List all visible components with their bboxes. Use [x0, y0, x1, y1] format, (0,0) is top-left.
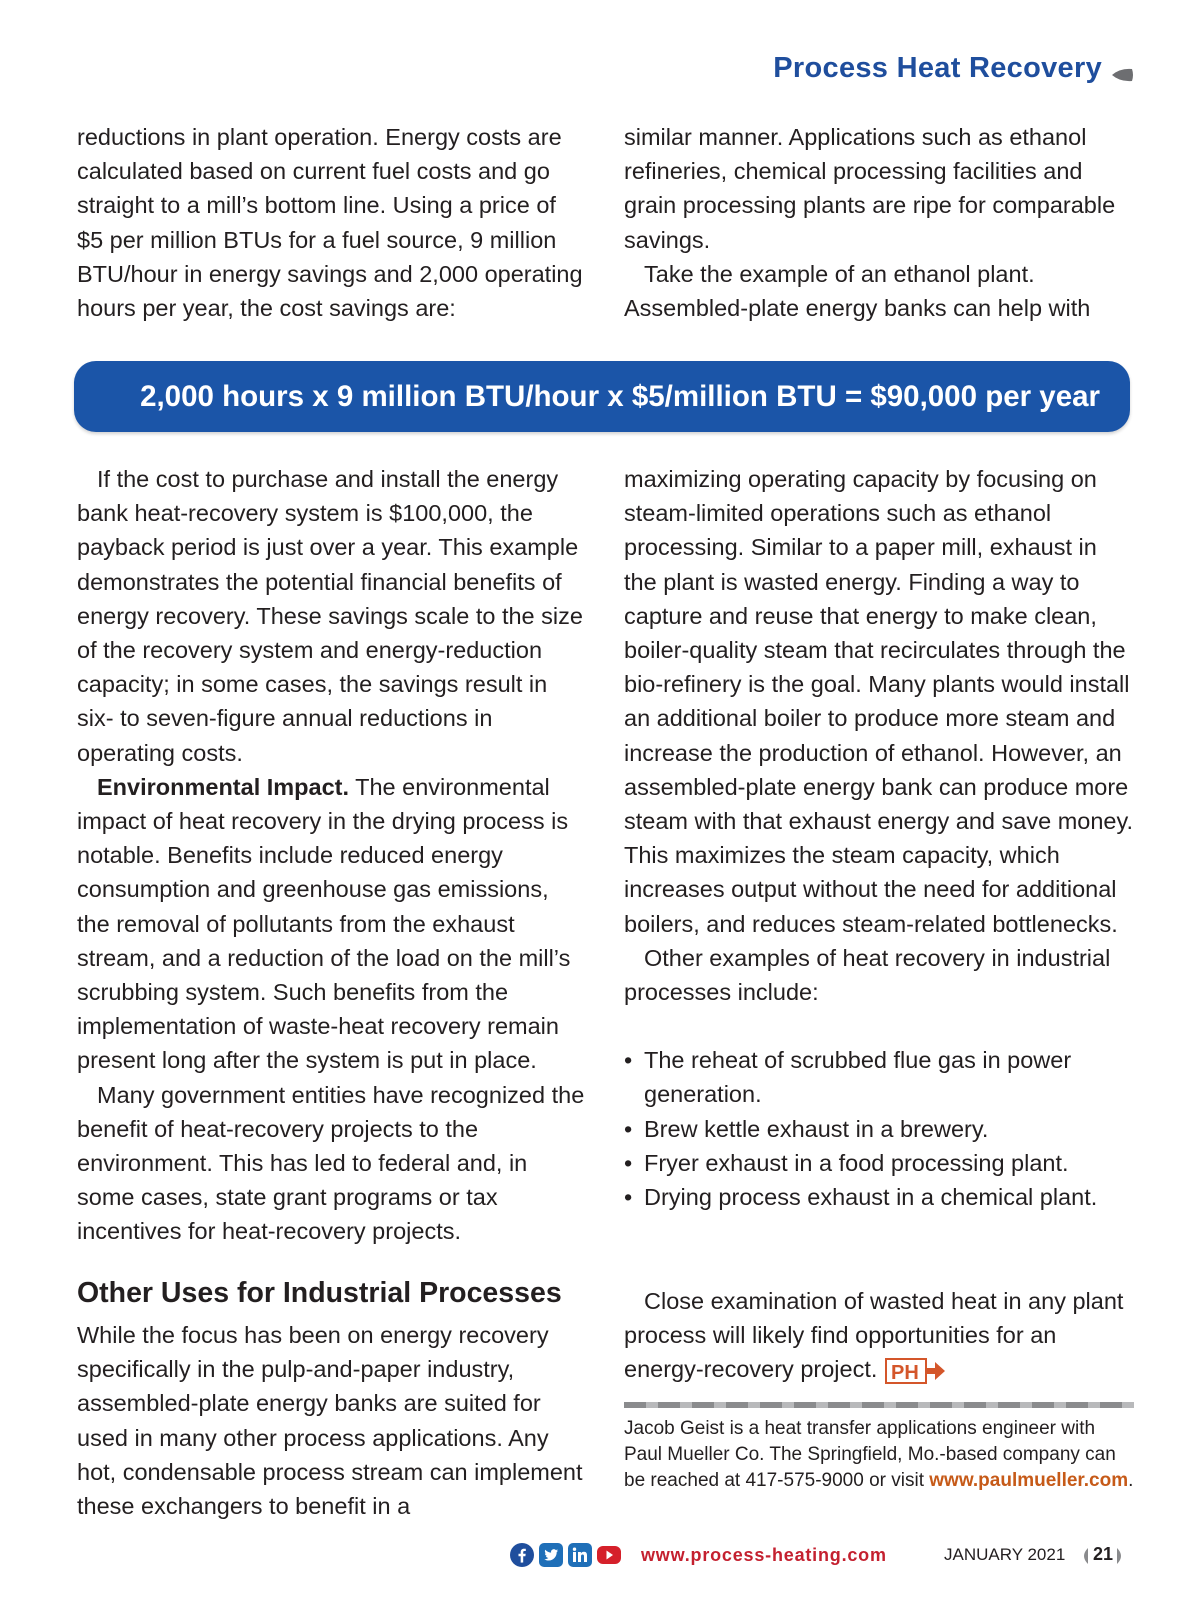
environmental-impact-lead: Environmental Impact.: [97, 773, 350, 800]
heat-recovery-examples-list: [624, 1043, 1134, 1214]
mid-right-column: [624, 462, 1134, 1214]
formula-banner: [74, 361, 1130, 432]
formula-text: 2,000 hours x 9 million BTU/hour x $5/million BTU = $90,000 per year: [140, 380, 1100, 413]
issue-date: JANUARY 2021: [944, 1545, 1066, 1564]
list-item: • Drying process exhaust in a chemical plant.: [624, 1180, 1134, 1214]
mid-left-paragraph-2: [77, 770, 587, 1078]
top-left-column: [77, 120, 587, 325]
top-right-paragraph-1: similar manner. Applications such as ethanol refineries, chemical processing facilities and grain processing plants are ripe for comparable savings.: [624, 124, 1116, 253]
environmental-impact-text: The environmental impact of heat recovery in the drying process is notable. Benefits include reduced energy consumption and greenhouse gas emissions, the removal of pollutants from the exhaust stream, and a reduction of the load on the mill’s scrubbing system. Such benefits from the implementation of waste-heat recovery remain present long after the system is put in place.: [77, 773, 571, 1074]
ph-logo-text: PH: [891, 1362, 920, 1385]
bottom-right-column: [624, 1284, 1134, 1387]
bottom-left-column: [77, 1318, 587, 1523]
bio-text: Jacob Geist is a heat transfer applications engineer with Paul Mueller Co. The Springfield, Mo.-based company can be reached at 417-575-9000 or visit: [624, 1418, 1116, 1491]
footer-website-link[interactable]: www.process-heating.com: [641, 1545, 887, 1565]
mid-left-paragraph-3: Many government entities have recognized the benefit of heat-recovery projects to the environment. This has led to federal and, in some cases, state grant programs or tax incentives for heat-recovery projects.: [77, 1081, 585, 1245]
conclusion-paragraph: [624, 1284, 1134, 1387]
list-item: • The reheat of scrubbed flue gas in power generation.: [624, 1043, 1134, 1111]
page-number: 21: [1093, 1544, 1114, 1564]
twitter-icon[interactable]: [539, 1543, 563, 1567]
mid-right-paragraph-2: Other examples of heat recovery in industrial processes include:: [624, 944, 1111, 1006]
company-link[interactable]: www.paulmueller.com: [929, 1470, 1129, 1491]
mid-left-paragraph-1: If the cost to purchase and install the energy bank heat-recovery system is $100,000, the payback period is just over a year. This example demonstrates the potential financial benefits of energy recovery. These savings scale to the size of the recovery system and energy-reduction capacity; in some cases, the savings result in six- to seven-figure annual reductions in operating costs.: [77, 466, 583, 766]
other-uses-heading: Other Uses for Industrial Processes: [77, 1277, 562, 1309]
section-title: Process Heat Recovery: [773, 52, 1102, 84]
conclusion-text: Close examination of wasted heat in any plant process will likely find opportunities for an energy-recovery project.: [624, 1288, 1124, 1383]
mid-right-paragraph-1: maximizing operating capacity by focusing on steam-limited operations such as ethanol processing. Similar to a paper mill, exhaust in the plant is wasted energy. Finding a way to capture and reuse that energy to make clean, boiler-quality steam that recirculates through the bio-refinery is the goal. Many plants would install an additional boiler to produce more steam and increase the production of ethanol. However, an assembled-plate energy bank can produce more steam with that exhaust energy and save money. This maximizes the steam capacity, which increases output without the need for additional boilers, and reduces steam-related bottlenecks.: [624, 466, 1134, 937]
header-arrow-icon: [1112, 68, 1134, 82]
page-footer: [508, 1543, 1138, 1573]
page-marker-left-icon: [1080, 1548, 1088, 1564]
list-item: • Brew kettle exhaust in a brewery.: [624, 1112, 1134, 1146]
top-left-paragraph: reductions in plant operation. Energy costs are calculated based on current fuel costs and go straight to a mill’s bottom line. Using a price of $5 per million BTUs for a fuel source, 9 million BTU/hour in energy savings and 2,000 operating hours per year, the cost savings are:: [77, 124, 583, 322]
mid-left-column: [77, 462, 587, 1249]
author-bio: [624, 1416, 1134, 1494]
linkedin-icon[interactable]: [568, 1543, 592, 1567]
top-right-column: [624, 120, 1134, 325]
dashed-divider: [624, 1402, 1134, 1408]
list-item: • Fryer exhaust in a food processing plant.: [624, 1146, 1134, 1180]
bio-end: .: [1128, 1470, 1134, 1491]
ph-logo-icon: [885, 1357, 947, 1385]
page-marker-right-icon: [1117, 1548, 1125, 1564]
youtube-icon[interactable]: [597, 1546, 621, 1564]
top-right-paragraph-2: Take the example of an ethanol plant. Assembled-plate energy banks can help with: [624, 260, 1091, 322]
facebook-icon[interactable]: [510, 1543, 534, 1567]
other-uses-paragraph: While the focus has been on energy recovery specifically in the pulp-and-paper industry, assembled-plate energy banks are suited for used in many other process applications. Any hot, condensable process stream can implement these exchangers to benefit in a: [77, 1322, 583, 1520]
